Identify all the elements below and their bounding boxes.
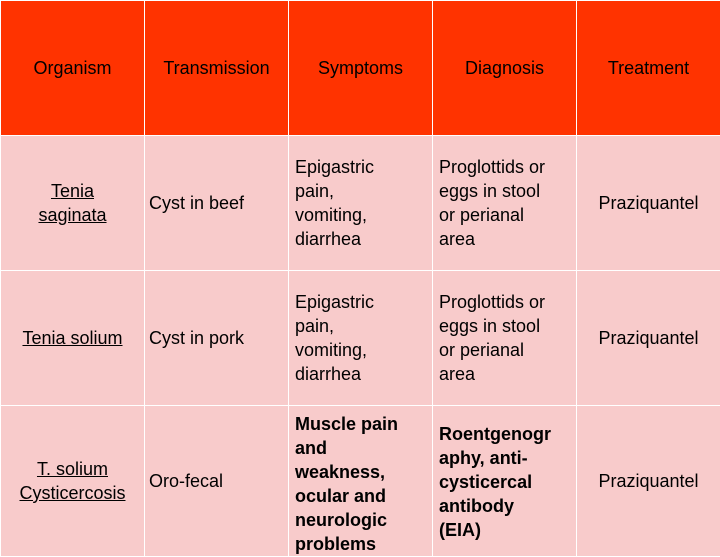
organism-line: saginata: [38, 205, 106, 225]
symptoms-cell: Epigastric pain, vomiting, diarrhea: [289, 136, 433, 271]
table-row: [1, 406, 720, 557]
organism-line: Cysticercosis: [19, 483, 125, 503]
organism-cell: [1, 271, 145, 406]
header-diagnosis: Diagnosis: [433, 1, 577, 136]
diagnosis-cell: Proglottids or eggs in stool or perianal area: [433, 271, 577, 406]
treatment-cell: Praziquantel: [577, 406, 720, 557]
organism-line: T. solium: [37, 459, 108, 479]
symptoms-cell: Muscle pain and weakness, ocular and neurologic problems: [289, 406, 433, 557]
header-treatment: Treatment: [577, 1, 720, 136]
symptoms-cell: Epigastric pain, vomiting, diarrhea: [289, 271, 433, 406]
header-organism: Organism: [1, 1, 145, 136]
diagnosis-cell: Proglottids or eggs in stool or perianal area: [433, 136, 577, 271]
organism-line: Tenia: [51, 181, 94, 201]
transmission-cell: Oro-fecal: [145, 406, 289, 557]
header-symptoms: Symptoms: [289, 1, 433, 136]
treatment-cell: Praziquantel: [577, 271, 720, 406]
table-row: [1, 136, 720, 271]
organism-cell: [1, 406, 145, 557]
transmission-cell: Cyst in pork: [145, 271, 289, 406]
organism-cell: [1, 136, 145, 271]
diagnosis-cell: Roentgenogr aphy, anti- cysticercal antibody (EIA): [433, 406, 577, 557]
treatment-cell: Praziquantel: [577, 136, 720, 271]
table-row: [1, 271, 720, 406]
header-transmission: Transmission: [145, 1, 289, 136]
transmission-cell: Cyst in beef: [145, 136, 289, 271]
organism-line: Tenia solium: [22, 328, 122, 348]
header-row: [1, 1, 720, 136]
